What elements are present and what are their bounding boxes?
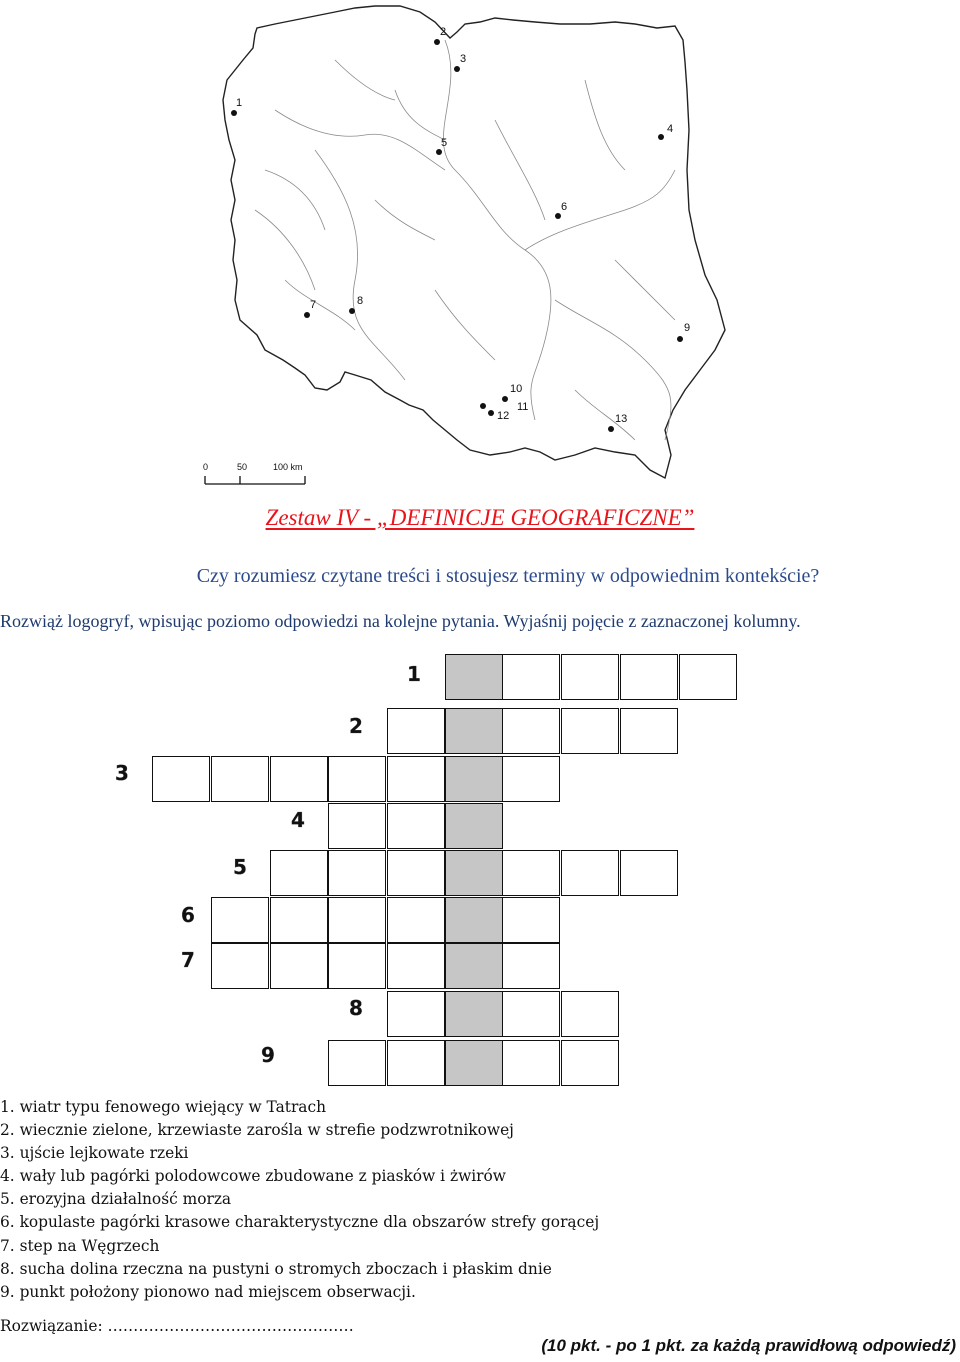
clue-item: 8. sucha dolina rzeczna na pustyni o stromych zboczach i płaskim dnie bbox=[0, 1259, 552, 1278]
crossword-cell[interactable] bbox=[445, 991, 503, 1037]
row-number-9: 9 bbox=[261, 1043, 275, 1067]
scale-label-0: 0 bbox=[203, 462, 209, 472]
crossword-cell[interactable] bbox=[270, 943, 328, 989]
crossword-cell[interactable] bbox=[445, 803, 503, 849]
crossword-cell[interactable] bbox=[328, 1040, 386, 1086]
marker-label-3: 3 bbox=[460, 53, 467, 65]
marker-label-5: 5 bbox=[441, 137, 448, 149]
crossword-cell[interactable] bbox=[502, 897, 560, 943]
marker-label-8: 8 bbox=[357, 295, 364, 307]
worksheet-instruction: Rozwiąż logogryf, wpisując poziomo odpowiedzi na kolejne pytania. Wyjaśnij pojęcie z zaznaczonej kolumny. bbox=[0, 611, 801, 631]
crossword-cell[interactable] bbox=[445, 943, 503, 989]
crossword-cell[interactable] bbox=[387, 850, 445, 896]
clue-item: 7. step na Węgrzech bbox=[0, 1236, 160, 1255]
crossword-cell[interactable] bbox=[445, 708, 503, 754]
crossword-cell[interactable] bbox=[387, 1040, 445, 1086]
row-number-3: 3 bbox=[115, 761, 129, 785]
crossword-cell[interactable] bbox=[561, 991, 619, 1037]
crossword-cell[interactable] bbox=[445, 1040, 503, 1086]
crossword-cell[interactable] bbox=[445, 850, 503, 896]
crossword-cell[interactable] bbox=[387, 943, 445, 989]
poland-map bbox=[195, 0, 740, 490]
crossword-cell[interactable] bbox=[620, 654, 678, 700]
clue-item: 4. wały lub pagórki polodowcowe zbudowane z piasków i żwirów bbox=[0, 1167, 506, 1186]
crossword-cell[interactable] bbox=[152, 756, 210, 802]
marker-label-13: 13 bbox=[615, 413, 628, 425]
crossword-cell[interactable] bbox=[502, 1040, 560, 1086]
worksheet-title: Zestaw IV - „DEFINICJE GEOGRAFICZNE” bbox=[265, 505, 695, 530]
marker-label-9: 9 bbox=[684, 322, 691, 334]
row-number-8: 8 bbox=[349, 996, 363, 1020]
clue-item: 1. wiatr typu fenowego wiejący w Tatrach bbox=[0, 1098, 327, 1116]
row-number-2: 2 bbox=[349, 714, 363, 738]
marker-label-4: 4 bbox=[667, 123, 674, 135]
crossword-cell[interactable] bbox=[620, 708, 678, 754]
crossword-cell[interactable] bbox=[502, 756, 560, 802]
crossword-cell[interactable] bbox=[328, 803, 386, 849]
crossword-cell[interactable] bbox=[502, 850, 560, 896]
crossword-cell[interactable] bbox=[445, 756, 503, 802]
crossword-cell[interactable] bbox=[502, 943, 560, 989]
crossword-cell[interactable] bbox=[328, 897, 386, 943]
marker-label-12: 12 bbox=[497, 410, 510, 422]
marker-label-1: 1 bbox=[236, 97, 243, 109]
crossword-cell[interactable] bbox=[211, 897, 269, 943]
crossword-cell[interactable] bbox=[387, 756, 445, 802]
row-number-7: 7 bbox=[181, 948, 195, 972]
poland-border bbox=[223, 6, 725, 478]
worksheet-subtitle: Czy rozumiesz czytane treści i stosujesz terminy w odpowiednim kontekście? bbox=[196, 565, 820, 587]
marker-label-7: 7 bbox=[310, 299, 317, 311]
clue-item: 5. erozyjna działalność morza bbox=[0, 1190, 232, 1209]
crossword-cell[interactable] bbox=[679, 654, 737, 700]
crossword-cell[interactable] bbox=[561, 654, 619, 700]
marker-label-2: 2 bbox=[440, 26, 447, 38]
marker-label-11: 11 bbox=[517, 401, 529, 413]
clue-item: 6. kopulaste pagórki krasowe charakterystyczne dla obszarów strefy gorącej bbox=[0, 1213, 600, 1232]
row-number-4: 4 bbox=[291, 808, 305, 832]
clue-item: 2. wiecznie zielone, krzewiaste zarośla w strefie podzwrotnikowej bbox=[0, 1121, 514, 1140]
crossword-cell[interactable] bbox=[445, 654, 503, 700]
crossword-cell[interactable] bbox=[561, 850, 619, 896]
crossword-cell[interactable] bbox=[502, 991, 560, 1037]
crossword-cell[interactable] bbox=[502, 708, 560, 754]
points-note: (10 pkt. - po 1 pkt. za każdą prawidłową odpowiedź) bbox=[541, 1336, 956, 1355]
clue-item: 3. ujście lejkowate rzeki bbox=[0, 1144, 189, 1163]
clue-list bbox=[0, 1096, 960, 1304]
crossword-cell[interactable] bbox=[387, 897, 445, 943]
crossword-cell[interactable] bbox=[387, 803, 445, 849]
row-number-5: 5 bbox=[233, 855, 247, 879]
crossword-cell[interactable] bbox=[387, 991, 445, 1037]
crossword-cell[interactable] bbox=[211, 943, 269, 989]
crossword-cell[interactable] bbox=[270, 850, 328, 896]
map-outline bbox=[195, 0, 740, 490]
row-number-6: 6 bbox=[181, 903, 195, 927]
crossword-cell[interactable] bbox=[270, 756, 328, 802]
crossword-cell[interactable] bbox=[387, 708, 445, 754]
marker-label-10: 10 bbox=[510, 383, 523, 395]
solution-line: Rozwiązanie: ………………………………………… bbox=[0, 1317, 354, 1335]
crossword-cell[interactable] bbox=[620, 850, 678, 896]
crossword-cell[interactable] bbox=[270, 897, 328, 943]
marker-label-6: 6 bbox=[561, 201, 568, 213]
crossword-cell[interactable] bbox=[561, 1040, 619, 1086]
crossword-cell[interactable] bbox=[328, 943, 386, 989]
crossword-cell[interactable] bbox=[328, 850, 386, 896]
scale-label-50: 50 bbox=[237, 462, 248, 472]
clue-item: 9. punkt położony pionowo nad miejscem obserwacji. bbox=[0, 1282, 416, 1301]
crossword-cell[interactable] bbox=[328, 756, 386, 802]
crossword-cell[interactable] bbox=[445, 897, 503, 943]
map-scale-bar bbox=[203, 462, 305, 484]
row-number-1: 1 bbox=[407, 662, 421, 686]
crossword-cell[interactable] bbox=[502, 654, 560, 700]
scale-label-100: 100 km bbox=[273, 462, 303, 472]
crossword-cell[interactable] bbox=[561, 708, 619, 754]
crossword-cell[interactable] bbox=[211, 756, 269, 802]
